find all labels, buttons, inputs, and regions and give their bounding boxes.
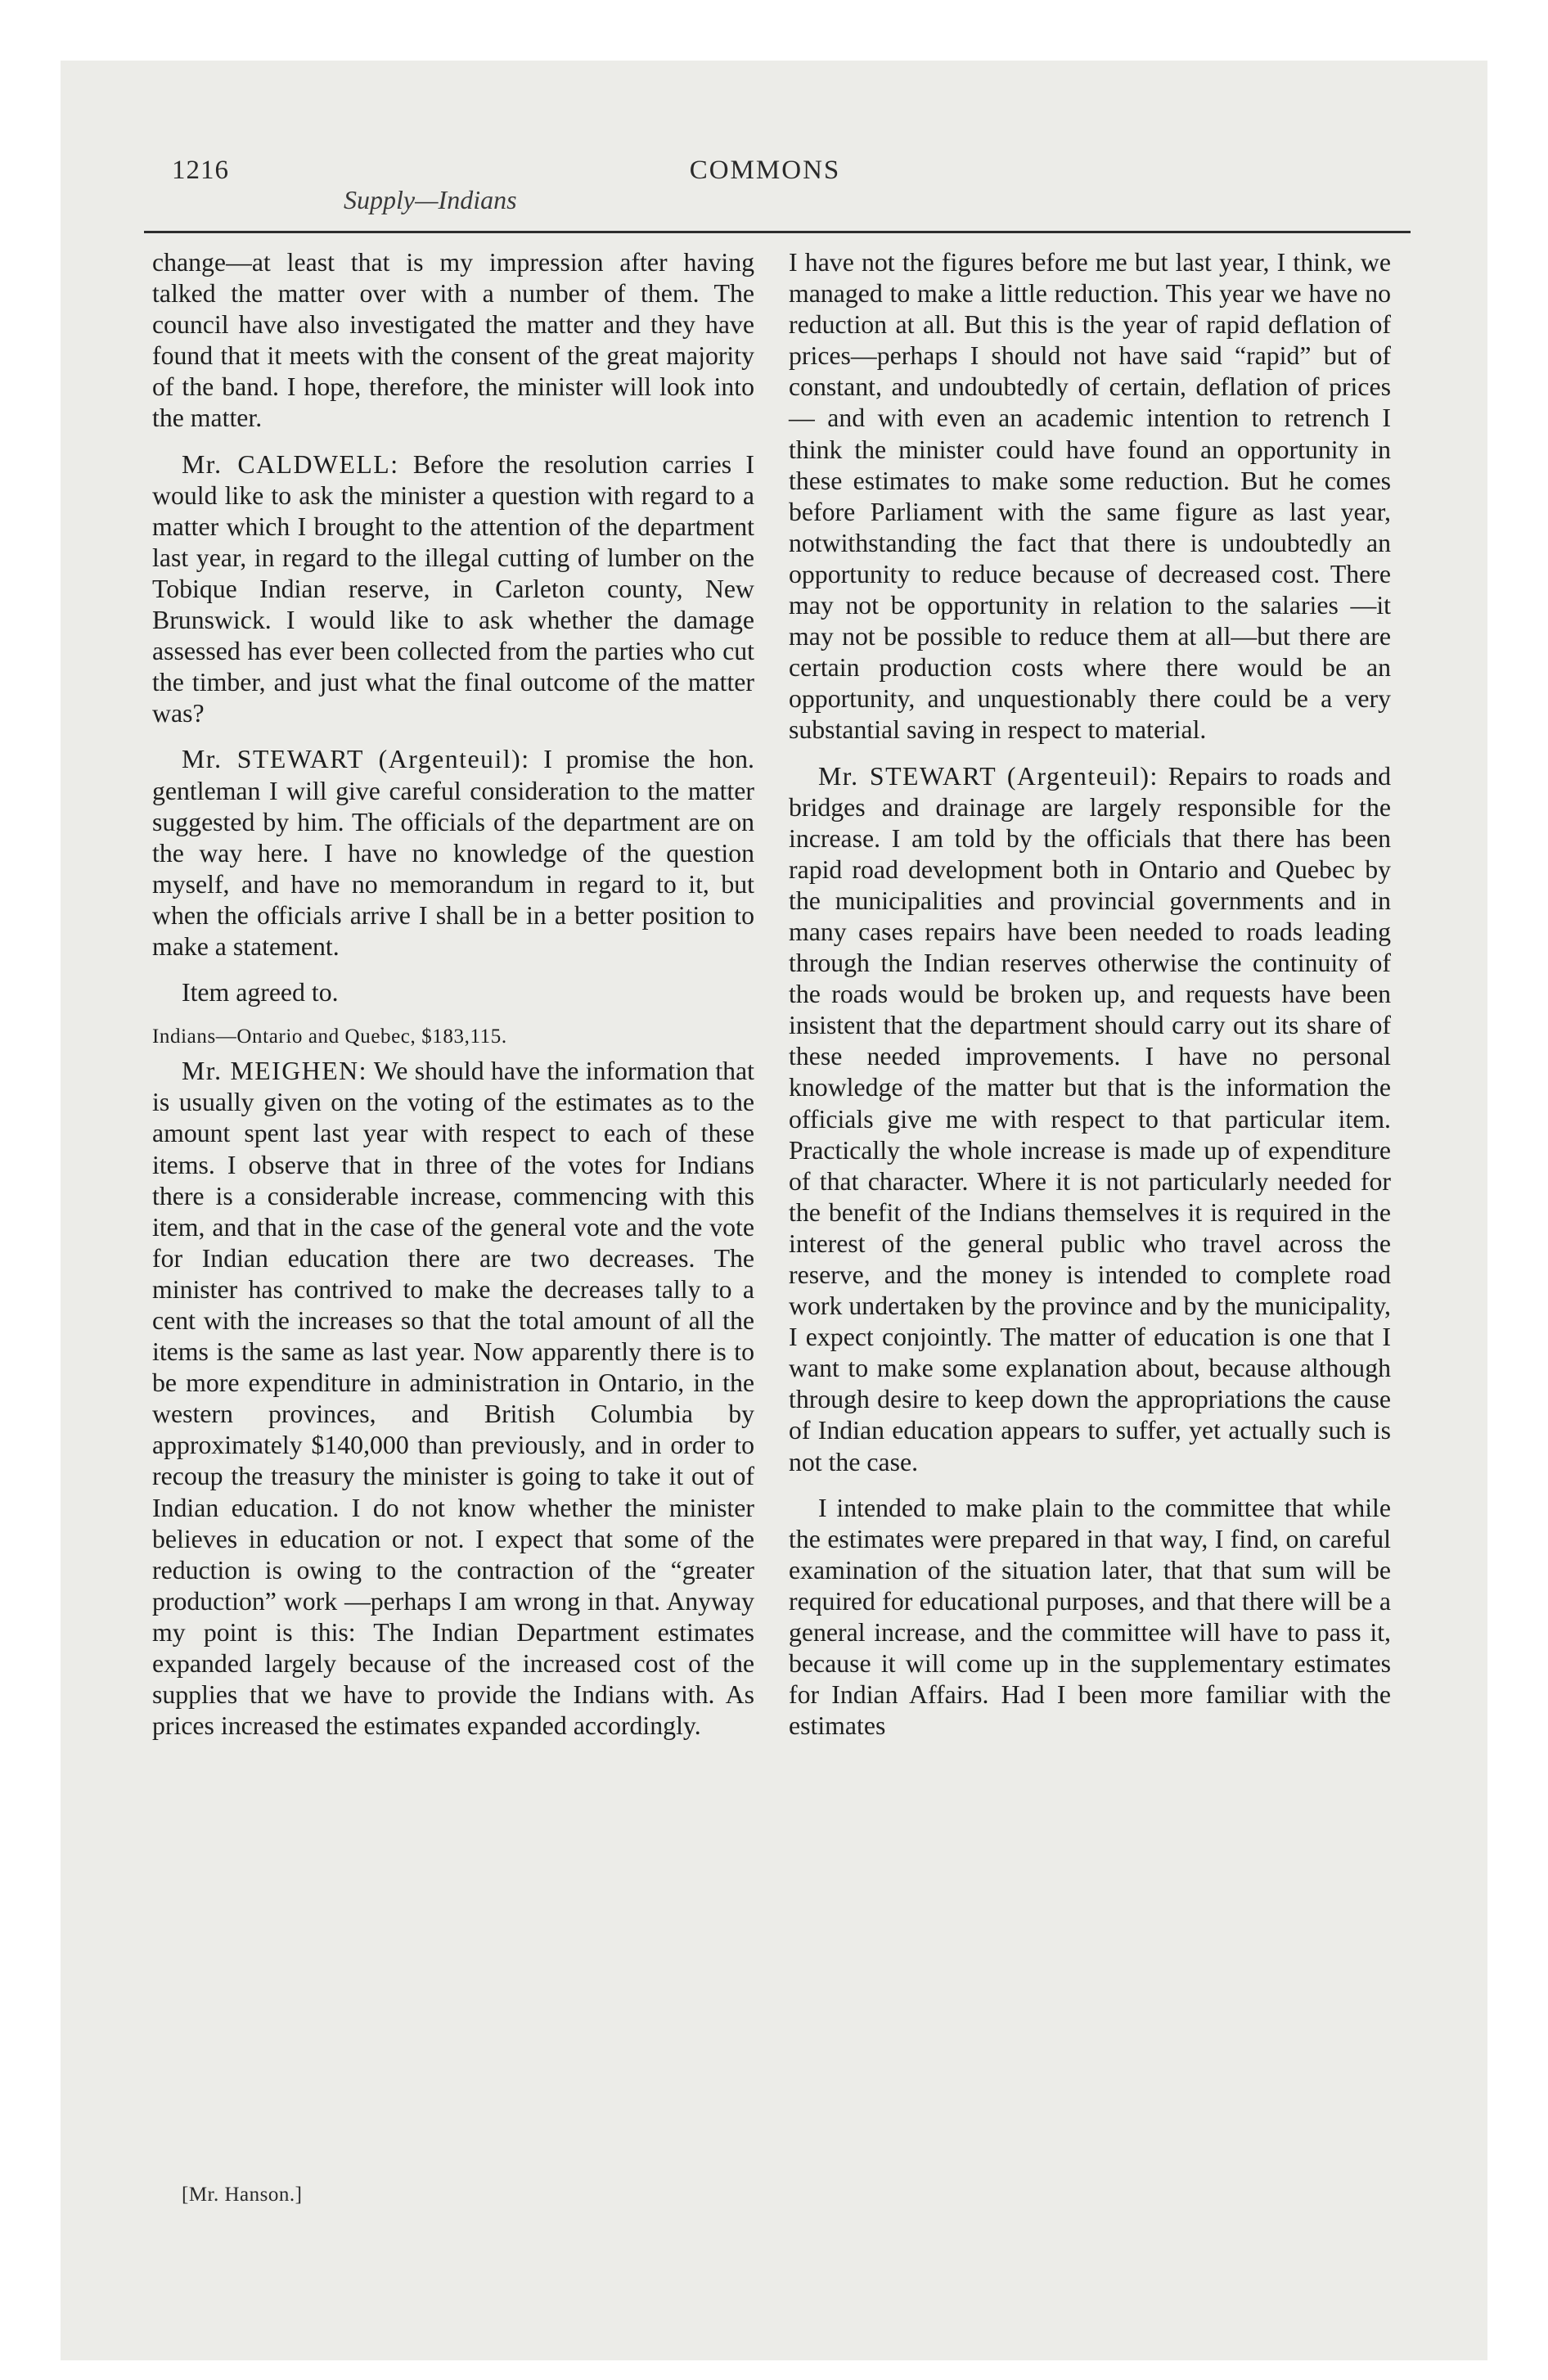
speaker-name: Mr. STEWART (Argenteuil): — [818, 761, 1159, 791]
paragraph — [152, 744, 754, 962]
section-heading: Supply—Indians — [344, 185, 517, 214]
speech-text: Repairs to roads and bridges and drainage are largely responsible for the increase. I am told by the officials that there has been rapid road development both in Ontario and Quebec by the municipalities and provincial governments and in many cases repairs have been needed to roads leading through the Indian reserves otherwise the continuity of the roads would be broken up, and requests have been insistent that the department should carry out its share of these needed improvements. I have no personal knowledge of the matter but that is the information the officials give me with respect to that particular item. Practically the whole increase is made up of expenditure of that character. Where it is not particularly needed for the benefit of the Indians themselves it is required in the interest of the general public who travel across the reserve, and the money is intended to complete road work undertaken by the province and by the municipality, I expect conjointly. The matter of education is one that I want to make some explanation about, because although through desire to keep down the appropriations the cause of Indian education appears to suffer, yet actually such is not the case. — [789, 761, 1391, 1476]
paragraph — [152, 1056, 754, 1742]
speaker-name: Mr. STEWART (Argenteuil): — [182, 745, 530, 774]
speech-text: We should have the information that is usually given on the voting of the estimates as to the amount spent last year with respect to each of these items. I observe that in three of the votes for Indians there is a considerable increase, commencing with this item, and that in the case of the general vote and the vote for Indian education there are two decreases. The minister has contrived to make the decreases tally to a cent with the increases so that the total amount of all the items is the same as last year. Now apparently there is to be more expenditure in administration in Ontario, in the western provinces, and British Columbia by approximately $140,000 than previously, and in order to recoup the treasury the minister is going to take it out of Indian education. I do not know whether the minister believes in education or not. I expect that some of the reduction is owing to the contraction of the “greater production” work —perhaps I am wrong in that. Anyway my point is this: The Indian Department estimates expanded largely because of the increased cost of the supplies that we have to provide the Indians with. As prices increased the estimates expanded accordingly. — [152, 1057, 754, 1741]
paragraph — [789, 761, 1391, 1478]
paragraph: I have not the figures before me but last year, I think, we managed to make a little reduction. This year we have no reduction at all. But this is the year of rapid deflation of prices—perhaps I should not have said “rapid” but of constant, and undoubtedly of certain, deflation of prices— and with even an academic intention to retrench I think the minister could have found an opportunity in these estimates to make some reduction. But he comes before Parliament with the same figure as last year, notwithstanding the fact that there is undoubtedly an opportunity to reduce because of decreased cost. There may not be opportunity in relation to the salaries —it may not be possible to reduce them at all—but there are certain production costs where there would be an opportunity, and unquestionably there could be a very substantial saving in respect to material. — [789, 248, 1391, 745]
paragraph: change—at least that is my impression after having talked the matter over with a number of them. The council have also investigated the matter and they have found that it meets with the consent of the great majority of the band. I hope, therefore, the minister will look into the matter. — [152, 248, 754, 433]
page-number: 1216 — [172, 156, 229, 185]
left-column — [152, 247, 754, 1742]
item-heading: Indians—Ontario and Quebec, $183,115. — [152, 1025, 507, 1048]
header-rule — [144, 231, 1411, 233]
speaker-name: Mr. MEIGHEN: — [182, 1057, 367, 1086]
speaker-footnote: [Mr. Hanson.] — [182, 2184, 303, 2206]
paragraph: I intended to make plain to the committee that while the estimates were prepared in that way, I find, on careful examination of the situation later, that that sum will be required for educational purposes, and that there will be a general increase, and the committee will have to pass it, because it will come up in the supplementary estimates for Indian Affairs. Had I been more familiar with the estimates — [789, 1493, 1391, 1741]
journal-title: COMMONS — [689, 156, 841, 185]
speech-text: I promise the hon. gentleman I will give careful consideration to the matter suggested by him. The officials of the department are on the way here. I have no knowledge of the question myself, and have no memorandum in regard to it, but when the officials arrive I shall be in a better position to make a statement. — [152, 745, 754, 961]
right-column — [789, 247, 1391, 1742]
paragraph: Item agreed to. — [182, 978, 339, 1007]
speaker-name: Mr. CALDWELL: — [182, 449, 399, 479]
paragraph — [152, 449, 754, 730]
speech-text: Before the resolution carries I would like to ask the minister a question with regard to a matter which I brought to the attention of the department last year, in regard to the illegal cutting of lumber on the Tobique Indian reserve, in Carleton county, New Brunswick. I would like to ask whether the damage assessed has ever been collected from the parties who cut the timber, and just what the final outcome of the matter was? — [152, 449, 754, 728]
